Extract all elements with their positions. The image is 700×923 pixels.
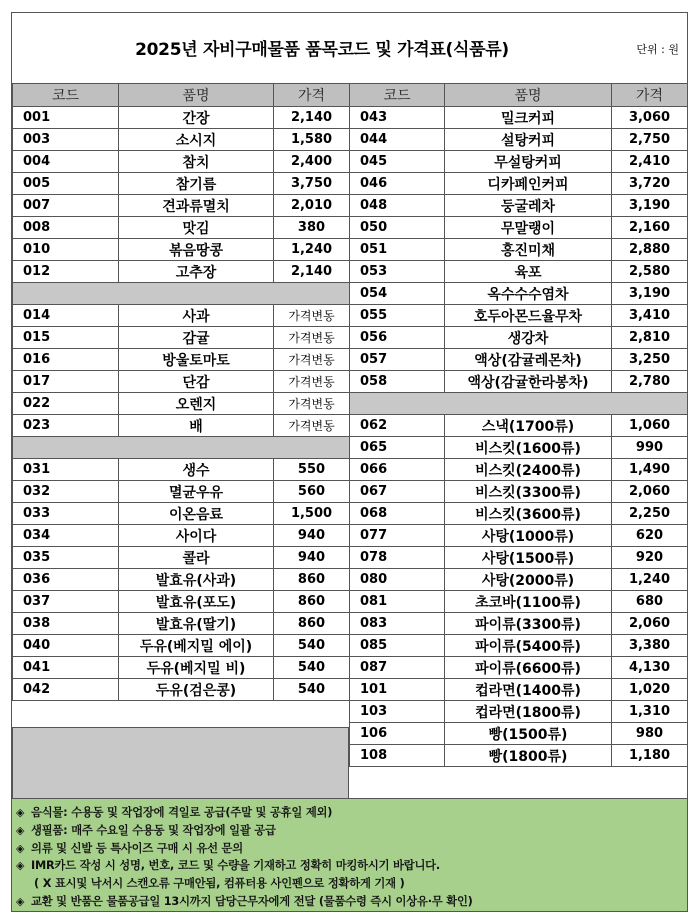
item-price: 540 [274,635,350,657]
table-row [350,657,688,679]
item-price: 860 [274,569,350,591]
code-header: 코드 [13,84,119,107]
item-name: 무말랭이 [445,217,612,239]
item-name: 설탕커피 [445,129,612,151]
item-code: 017 [13,371,119,393]
item-name: 스낵(1700류) [445,415,612,437]
notes-box [12,798,687,911]
table-row [13,657,350,679]
table-row [13,349,350,371]
table-row [13,173,350,195]
item-price: 550 [274,459,350,481]
table-row [350,635,688,657]
note-text: 음식물: 수용동 및 작업장에 격일로 공급(주말 및 공휴일 제외) [31,806,333,819]
item-price: 2,750 [612,129,688,151]
table-row [350,107,688,129]
item-code: 055 [350,305,445,327]
item-name: 고추장 [119,261,274,283]
item-price: 2,060 [612,613,688,635]
table-row [350,195,688,217]
item-price: 2,060 [612,481,688,503]
item-name: 견과류멸치 [119,195,274,217]
item-code: 035 [13,547,119,569]
item-name: 육포 [445,261,612,283]
table-row [350,261,688,283]
item-code: 012 [13,261,119,283]
item-name: 두유(검은콩) [119,679,274,701]
table-row [13,503,350,525]
item-name: 빵(1500류) [445,723,612,745]
item-code: 044 [350,129,445,151]
table-row [13,107,350,129]
table-row [13,239,350,261]
item-price: 540 [274,679,350,701]
item-code: 023 [13,415,119,437]
item-code: 081 [350,591,445,613]
item-price: 3,190 [612,195,688,217]
item-price: 980 [612,723,688,745]
item-name: 발효유(사과) [119,569,274,591]
table-row [350,283,688,305]
item-price: 가격변동 [274,305,350,327]
item-code: 057 [350,349,445,371]
item-name: 발효유(포도) [119,591,274,613]
item-name: 단감 [119,371,274,393]
item-price: 860 [274,613,350,635]
item-price: 2,250 [612,503,688,525]
item-code: 054 [350,283,445,305]
item-price: 3,750 [274,173,350,195]
table-row [350,745,688,767]
item-code: 051 [350,239,445,261]
item-price: 가격변동 [274,327,350,349]
item-name: 무설탕커피 [445,151,612,173]
item-code: 015 [13,327,119,349]
table-row [350,305,688,327]
item-code: 003 [13,129,119,151]
table-row [13,635,350,657]
table-row [13,305,350,327]
table-row [350,129,688,151]
diamond-bullet-icon: ◈ [16,806,25,819]
item-name: 두유(베지밀 비) [119,657,274,679]
item-name: 비스킷(2400류) [445,459,612,481]
table-row [13,129,350,151]
note-text: ( X 표시및 낙서시 스캔오류 구매안됨, 컴퓨터용 사인펜으로 정확하게 기재 ) [34,877,405,891]
note-text: 교환 및 반품은 물품공급일 13시까지 담당근무자에게 전달 (물품수령 즉시 이상유·무 확인) [31,894,473,908]
item-price: 1,060 [612,415,688,437]
item-name: 빵(1800류) [445,745,612,767]
item-code: 031 [13,459,119,481]
item-name: 생수 [119,459,274,481]
item-price: 560 [274,481,350,503]
item-price: 가격변동 [274,393,350,415]
item-name: 간장 [119,107,274,129]
item-price: 3,250 [612,349,688,371]
item-code: 067 [350,481,445,503]
note-text: 생필품: 매주 수요일 수용동 및 작업장에 일괄 공급 [31,823,276,837]
item-name: 둥굴레차 [445,195,612,217]
item-code: 001 [13,107,119,129]
table-row [13,217,350,239]
table-row [350,679,688,701]
section-divider-row [13,437,350,459]
table-row [350,723,688,745]
item-name: 초코바(1100류) [445,591,612,613]
item-price: 3,190 [612,283,688,305]
item-name: 발효유(딸기) [119,613,274,635]
table-row [350,217,688,239]
item-code: 022 [13,393,119,415]
item-code: 016 [13,349,119,371]
note-line [16,857,683,875]
item-price: 3,410 [612,305,688,327]
page-title: 2025년 자비구매물품 품목코드 및 가격표(식품류) [135,40,509,60]
item-name: 사탕(1500류) [445,547,612,569]
item-price: 1,020 [612,679,688,701]
item-price: 가격변동 [274,371,350,393]
item-price: 680 [612,591,688,613]
item-code: 050 [350,217,445,239]
item-name: 호두아몬드율무차 [445,305,612,327]
item-name: 감귤 [119,327,274,349]
table-row [350,503,688,525]
table-row [13,415,350,437]
item-code: 106 [350,723,445,745]
item-price: 1,240 [274,239,350,261]
item-name: 파이류(3300류) [445,613,612,635]
item-name: 소시지 [119,129,274,151]
item-code: 010 [13,239,119,261]
item-code: 108 [350,745,445,767]
unit-label: 단위 : 원 [636,43,679,56]
item-code: 083 [350,613,445,635]
item-name: 볶음땅콩 [119,239,274,261]
item-price: 가격변동 [274,349,350,371]
item-code: 037 [13,591,119,613]
code-header: 코드 [350,84,445,107]
table-row [350,173,688,195]
table-row [350,481,688,503]
item-code: 007 [13,195,119,217]
item-code: 062 [350,415,445,437]
item-price: 가격변동 [274,415,350,437]
item-price: 940 [274,547,350,569]
item-name: 파이류(6600류) [445,657,612,679]
item-code: 038 [13,613,119,635]
item-price: 1,180 [612,745,688,767]
table-row [13,195,350,217]
item-price: 2,410 [612,151,688,173]
item-name: 디카페인커피 [445,173,612,195]
item-name: 비스킷(3300류) [445,481,612,503]
item-name: 컵라면(1800류) [445,701,612,723]
section-divider [13,437,350,459]
table-row [350,459,688,481]
item-price: 1,310 [612,701,688,723]
table-header-row [13,84,350,107]
item-code: 004 [13,151,119,173]
item-price: 1,490 [612,459,688,481]
item-name: 두유(베지밀 에이) [119,635,274,657]
item-code: 087 [350,657,445,679]
item-price: 1,240 [612,569,688,591]
item-code: 078 [350,547,445,569]
table-row [350,591,688,613]
item-code: 077 [350,525,445,547]
item-name: 생강차 [445,327,612,349]
table-row [13,459,350,481]
item-code: 033 [13,503,119,525]
name-header: 품명 [119,84,274,107]
table-row [350,349,688,371]
item-name: 멸균우유 [119,481,274,503]
table-row [350,701,688,723]
table-row [13,481,350,503]
item-code: 046 [350,173,445,195]
table-row [350,151,688,173]
item-name: 이온음료 [119,503,274,525]
item-name: 배 [119,415,274,437]
item-code: 056 [350,327,445,349]
table-row [350,613,688,635]
table-row [350,371,688,393]
table-row [13,525,350,547]
item-name: 사탕(2000류) [445,569,612,591]
item-name: 참치 [119,151,274,173]
item-price: 1,500 [274,503,350,525]
item-name: 액상(감귤레몬차) [445,349,612,371]
item-code: 065 [350,437,445,459]
item-price: 540 [274,657,350,679]
table-row [13,679,350,701]
note-text: 의류 및 신발 등 특사이즈 구매 시 유선 문의 [31,841,243,855]
item-name: 컵라면(1400류) [445,679,612,701]
item-price: 2,010 [274,195,350,217]
table-row [13,569,350,591]
item-price: 2,160 [612,217,688,239]
item-code: 053 [350,261,445,283]
item-name: 옥수수수염차 [445,283,612,305]
item-code: 040 [13,635,119,657]
note-text: IMR카드 작성 시 성명, 번호, 코드 및 수량을 기재하고 정확히 마킹하시기 바랍니다. [31,859,440,873]
table-row [350,415,688,437]
item-code: 043 [350,107,445,129]
item-code: 068 [350,503,445,525]
item-code: 008 [13,217,119,239]
item-name: 밀크커피 [445,107,612,129]
diamond-bullet-icon: ◈ [16,823,25,837]
item-code: 045 [350,151,445,173]
item-price: 990 [612,437,688,459]
table-row [13,371,350,393]
item-price: 620 [612,525,688,547]
note-line [16,840,683,858]
table-row [350,239,688,261]
section-divider [350,393,688,415]
item-price: 920 [612,547,688,569]
diamond-bullet-icon: ◈ [16,894,25,908]
item-name: 비스킷(1600류) [445,437,612,459]
item-name: 비스킷(3600류) [445,503,612,525]
item-code: 014 [13,305,119,327]
note-line [16,822,683,840]
item-code: 080 [350,569,445,591]
item-name: 방울토마토 [119,349,274,371]
note-line [16,893,683,911]
item-name: 홍진미채 [445,239,612,261]
item-code: 036 [13,569,119,591]
section-divider [13,283,350,305]
price-sheet [11,12,688,912]
note-line [16,804,683,822]
item-name: 참기름 [119,173,274,195]
item-price: 2,140 [274,107,350,129]
diamond-bullet-icon: ◈ [16,841,25,855]
item-price: 4,130 [612,657,688,679]
item-name: 콜라 [119,547,274,569]
item-code: 058 [350,371,445,393]
item-price: 2,780 [612,371,688,393]
item-code: 066 [350,459,445,481]
item-name: 파이류(5400류) [445,635,612,657]
item-price: 2,810 [612,327,688,349]
item-code: 005 [13,173,119,195]
note-line [16,875,683,893]
item-price: 940 [274,525,350,547]
item-code: 041 [13,657,119,679]
item-code: 032 [13,481,119,503]
table-row [13,591,350,613]
table-row [13,261,350,283]
item-code: 048 [350,195,445,217]
table-row [350,525,688,547]
item-price: 3,380 [612,635,688,657]
item-price: 3,720 [612,173,688,195]
table-row [13,393,350,415]
item-name: 사과 [119,305,274,327]
item-price: 2,880 [612,239,688,261]
item-code: 085 [350,635,445,657]
table-row [13,547,350,569]
item-name: 사이다 [119,525,274,547]
table-row [350,327,688,349]
item-price: 2,580 [612,261,688,283]
item-code: 103 [350,701,445,723]
diamond-bullet-icon: ◈ [16,859,25,873]
right-price-table [349,83,688,767]
item-code: 034 [13,525,119,547]
table-header-row [350,84,688,107]
item-price: 3,060 [612,107,688,129]
table-row [13,613,350,635]
table-row [13,151,350,173]
section-divider-row [13,283,350,305]
item-code: 042 [13,679,119,701]
price-header: 가격 [612,84,688,107]
price-header: 가격 [274,84,350,107]
left-price-table [12,83,350,701]
section-divider-row [350,393,688,415]
name-header: 품명 [445,84,612,107]
item-price: 380 [274,217,350,239]
table-row [350,569,688,591]
item-code: 101 [350,679,445,701]
item-price: 860 [274,591,350,613]
table-row [13,327,350,349]
item-name: 맛김 [119,217,274,239]
title-row [12,13,687,84]
item-price: 2,400 [274,151,350,173]
item-name: 액상(감귤한라봉차) [445,371,612,393]
item-name: 사탕(1000류) [445,525,612,547]
table-row [350,437,688,459]
table-row [350,547,688,569]
item-price: 2,140 [274,261,350,283]
item-name: 오렌지 [119,393,274,415]
item-price: 1,580 [274,129,350,151]
